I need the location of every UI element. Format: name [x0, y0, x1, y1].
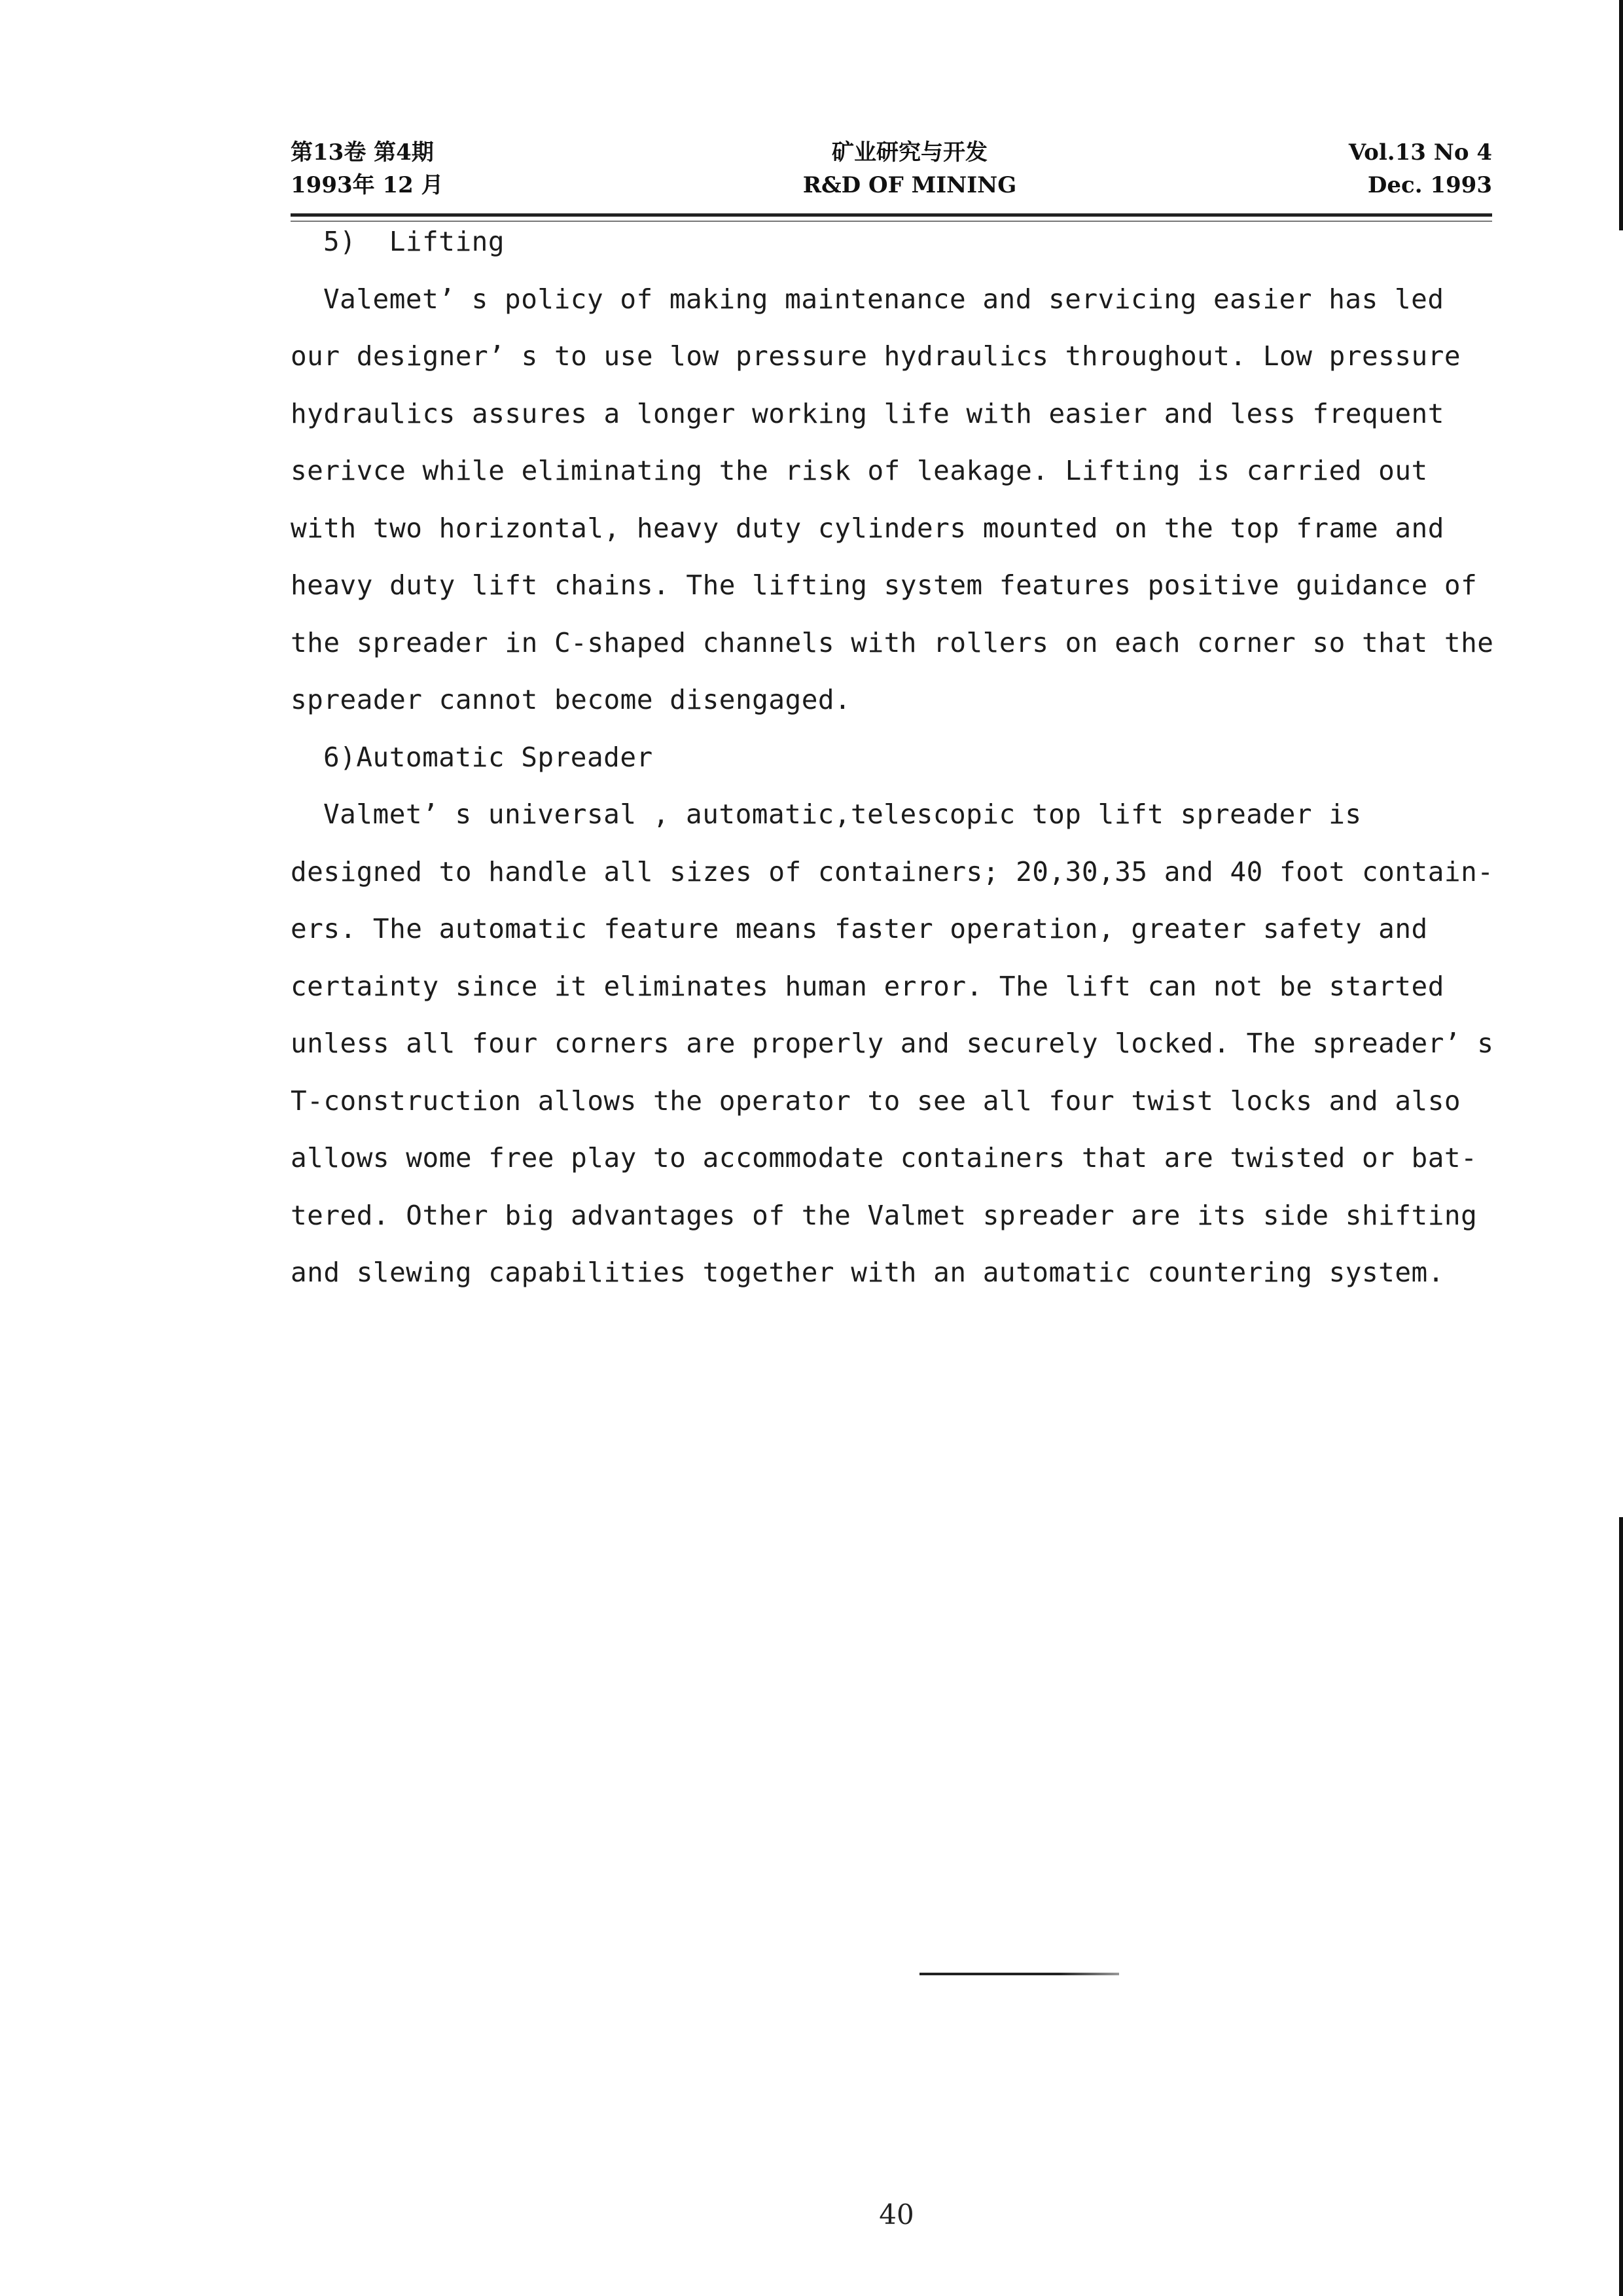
- paragraph-line: spreader cannot become disengaged.: [291, 684, 851, 715]
- paragraph-line: our designer’ s to use low pressure hydraulics throughout. Low pressure: [291, 340, 1461, 372]
- page-number: 40: [879, 2198, 914, 2231]
- paragraph-line: ers. The automatic feature means faster operation, greater safety and: [291, 913, 1428, 944]
- header-vol-no: Vol.13 No 4: [1348, 139, 1492, 166]
- paragraph-line: tered. Other big advantages of the Valmet spreader are its side shifting: [291, 1199, 1478, 1231]
- header-volume-line: 第13卷 第4期: [291, 139, 434, 166]
- header-journal-title: [681, 136, 1139, 202]
- paragraph-line: hydraulics assures a longer working life with easier and less frequent: [291, 397, 1444, 429]
- scan-edge-top: [1619, 0, 1623, 230]
- body-text: [291, 213, 1495, 1302]
- paragraph-line: Valmet’ s universal , automatic,telescopic top lift spreader is: [323, 798, 1362, 830]
- paragraph-line: serivce while eliminating the risk of leakage. Lifting is carried out: [291, 455, 1428, 486]
- paragraph-line: the spreader in C-shaped channels with rollers on each corner so that the: [291, 626, 1494, 658]
- paragraph-line: designed to handle all sizes of containers; 20,30,35 and 40 foot contain-: [291, 855, 1494, 888]
- header-journal-title-zh: 矿业研究与开发: [832, 139, 988, 166]
- paragraph-line: Valemet’ s policy of making maintenance and servicing easier has led: [323, 283, 1444, 315]
- paragraph-line: heavy duty lift chains. The lifting system features positive guidance of: [291, 569, 1478, 601]
- end-of-article-rule: [919, 1973, 1119, 1975]
- paragraph-line: allows wome free play to accommodate containers that are twisted or bat-: [291, 1142, 1478, 1174]
- scan-edge-bottom: [1619, 1517, 1623, 2296]
- paragraph-line: certainty since it eliminates human error. The lift can not be started: [291, 970, 1444, 1002]
- section-heading-lifting: 5) Lifting: [323, 226, 505, 257]
- paragraph-line: T-construction allows the operator to see all four twist locks and also: [291, 1085, 1461, 1117]
- section-heading-automatic-spreader: 6)Automatic Spreader: [323, 741, 653, 773]
- header-journal-title-en: R&D OF MINING: [802, 172, 1017, 198]
- paragraph-line: with two horizontal, heavy duty cylinders mounted on the top frame and: [291, 512, 1444, 544]
- header-volume-issue: [291, 136, 444, 202]
- header-date-line: 1993年 12 月: [291, 172, 444, 198]
- header-month-year: Dec. 1993: [1367, 172, 1492, 198]
- paragraph-line: unless all four corners are properly and securely locked. The spreader’ s: [291, 1028, 1494, 1059]
- header-volume-en: [1283, 136, 1492, 202]
- paragraph-line: and slewing capabilities together with an automatic countering system.: [291, 1257, 1444, 1288]
